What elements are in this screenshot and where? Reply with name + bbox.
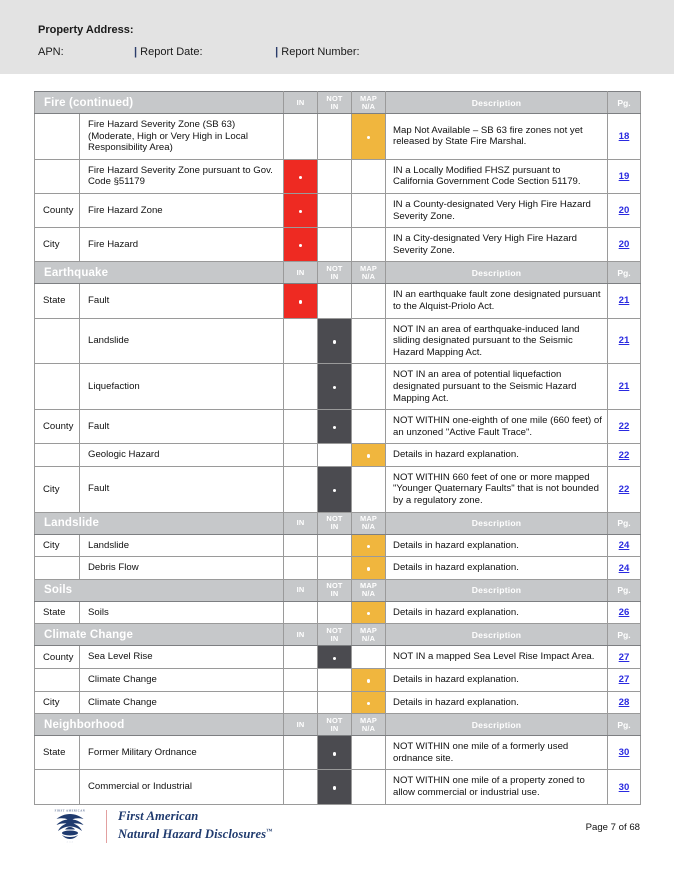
row-description: NOT WITHIN 660 feet of one or more mapped "Younger Quaternary Faults" that is not bounded by a regulatory zone. (386, 466, 608, 512)
row-page-cell (608, 159, 641, 193)
page-link[interactable]: 27 (618, 651, 630, 663)
not-in-marker-cell (318, 159, 352, 193)
table-row (35, 646, 641, 669)
page-link[interactable]: 19 (618, 170, 630, 182)
page-link[interactable]: 18 (618, 130, 630, 142)
row-agency: County (35, 193, 80, 227)
map-na-marker-cell (352, 364, 386, 410)
row-agency (35, 318, 80, 364)
row-page-cell (608, 318, 641, 364)
row-description: Map Not Available – SB 63 fire zones not yet released by State Fire Marshal. (386, 114, 608, 160)
not-in-marker-cell (318, 284, 352, 318)
not-in-marker-cell (318, 601, 352, 624)
brand-logo (40, 807, 273, 845)
row-hazard-name: Fault (80, 410, 284, 444)
svg-text:FIRST AMERICAN: FIRST AMERICAN (54, 809, 86, 813)
row-description: Details in hazard explanation. (386, 669, 608, 692)
column-header-map-na-line2: N/A (361, 101, 376, 111)
column-header-description: Description (386, 512, 608, 534)
page-link[interactable]: 21 (618, 335, 630, 347)
marker-dot (299, 176, 302, 179)
in-marker-cell (284, 114, 318, 160)
row-description: NOT IN a mapped Sea Level Rise Impact Area. (386, 646, 608, 669)
row-page-cell (608, 364, 641, 410)
marker-dot (333, 489, 336, 492)
map-na-marker-cell (352, 601, 386, 624)
column-header-description: Description (386, 92, 608, 114)
column-header-description: Description (386, 262, 608, 284)
not-in-marker-cell (318, 228, 352, 262)
not-in-marker-cell (318, 534, 352, 557)
row-page-cell (608, 410, 641, 444)
row-hazard-name: Landslide (80, 534, 284, 557)
in-marker-cell (284, 284, 318, 318)
row-description: NOT WITHIN one-eighth of one mile (660 feet) of an unzoned "Active Fault Trace". (386, 410, 608, 444)
in-marker-cell (284, 691, 318, 714)
row-hazard-name: Debris Flow (80, 557, 284, 580)
row-page-cell (608, 466, 641, 512)
in-marker-cell (284, 534, 318, 557)
table-row (35, 444, 641, 467)
column-header-not-in-line2: IN (330, 633, 339, 643)
column-header-in: IN (284, 579, 318, 601)
page-link[interactable]: 20 (618, 239, 630, 251)
not-in-marker-cell (318, 770, 352, 804)
column-header-not-in-line2: IN (330, 271, 339, 281)
row-page-cell (608, 444, 641, 467)
table-row (35, 601, 641, 624)
marker-dot (367, 612, 370, 615)
column-header-in: IN (284, 624, 318, 646)
not-in-marker-cell (318, 646, 352, 669)
marker-dot (333, 752, 336, 755)
column-header-not-in-line2: IN (330, 101, 339, 111)
section-title: Landslide (35, 512, 284, 534)
in-marker-cell (284, 364, 318, 410)
table-row (35, 114, 641, 160)
page-number: Page 7 of 68 (585, 822, 640, 833)
column-header-in: IN (284, 92, 318, 114)
row-description: NOT IN an area of potential liquefaction designated pursuant to the Seismic Hazard Mapping Act. (386, 364, 608, 410)
section-header-row (35, 262, 641, 284)
column-header-not-in (318, 714, 352, 736)
column-header-not-in-line1: NOT (326, 514, 343, 524)
in-marker-cell (284, 444, 318, 467)
column-header-map-na-line2: N/A (361, 633, 376, 643)
column-header-map-na (352, 624, 386, 646)
column-header-map-na (352, 714, 386, 736)
map-na-marker-cell (352, 444, 386, 467)
in-marker-cell (284, 770, 318, 804)
row-hazard-name: Fault (80, 466, 284, 512)
row-hazard-name: Fire Hazard Zone (80, 193, 284, 227)
row-description: Details in hazard explanation. (386, 601, 608, 624)
row-agency: State (35, 284, 80, 318)
document-footer (0, 803, 674, 853)
row-description: IN a City-designated Very High Fire Hazard Severity Zone. (386, 228, 608, 262)
row-agency (35, 770, 80, 804)
row-agency: State (35, 601, 80, 624)
marker-dot (367, 567, 370, 570)
row-page-cell (608, 193, 641, 227)
section-title: Fire (continued) (35, 92, 284, 114)
row-agency: State (35, 736, 80, 770)
page-link[interactable]: 22 (618, 421, 630, 433)
marker-dot (299, 244, 302, 247)
not-in-marker-cell (318, 557, 352, 580)
row-agency (35, 669, 80, 692)
row-hazard-name: Fault (80, 284, 284, 318)
section-header-row (35, 579, 641, 601)
table-row (35, 770, 641, 804)
marker-dot (333, 426, 336, 429)
row-hazard-name: Soils (80, 601, 284, 624)
marker-dot (367, 679, 370, 682)
column-header-map-na (352, 92, 386, 114)
map-na-marker-cell (352, 159, 386, 193)
column-header-not-in-line1: NOT (326, 93, 343, 103)
table-row (35, 669, 641, 692)
not-in-marker-cell (318, 318, 352, 364)
brand-name (118, 809, 273, 842)
column-header-map-na-line1: MAP (360, 263, 378, 273)
page-link[interactable]: 21 (618, 295, 630, 307)
column-header-map-na-line1: MAP (360, 93, 378, 103)
row-agency (35, 364, 80, 410)
row-hazard-name: Fire Hazard (80, 228, 284, 262)
column-header-not-in (318, 624, 352, 646)
trademark-symbol: ™ (266, 828, 273, 836)
in-marker-cell (284, 228, 318, 262)
row-hazard-name: Landslide (80, 318, 284, 364)
row-agency: City (35, 534, 80, 557)
eagle-icon (40, 807, 100, 845)
apn-report-line (38, 46, 674, 59)
column-header-not-in-line1: NOT (326, 715, 343, 725)
column-header-map-na-line1: MAP (360, 581, 378, 591)
row-page-cell (608, 601, 641, 624)
row-agency: County (35, 646, 80, 669)
column-header-page: Pg. (608, 512, 641, 534)
column-header-not-in (318, 512, 352, 534)
row-agency (35, 444, 80, 467)
in-marker-cell (284, 557, 318, 580)
separator-1: | (134, 46, 138, 58)
row-agency (35, 114, 80, 160)
row-hazard-name: Former Military Ordnance (80, 736, 284, 770)
page-link[interactable]: 30 (618, 781, 630, 793)
marker-dot (367, 454, 370, 457)
row-page-cell (608, 284, 641, 318)
section-title: Earthquake (35, 262, 284, 284)
apn-label: APN: (38, 46, 64, 58)
column-header-map-na (352, 262, 386, 284)
column-header-page: Pg. (608, 624, 641, 646)
map-na-marker-cell (352, 736, 386, 770)
in-marker-cell (284, 193, 318, 227)
property-address-line (38, 24, 674, 37)
row-page-cell (608, 534, 641, 557)
table-row (35, 284, 641, 318)
table-row (35, 736, 641, 770)
row-description: Details in hazard explanation. (386, 534, 608, 557)
document-header (0, 0, 674, 74)
marker-dot (333, 657, 336, 660)
row-description: IN a Locally Modified FHSZ pursuant to California Government Code Section 51179. (386, 159, 608, 193)
marker-dot (367, 545, 370, 548)
row-page-cell (608, 557, 641, 580)
row-hazard-name: Sea Level Rise (80, 646, 284, 669)
not-in-marker-cell (318, 193, 352, 227)
section-title: Soils (35, 579, 284, 601)
map-na-marker-cell (352, 669, 386, 692)
column-header-page: Pg. (608, 579, 641, 601)
page-link[interactable]: 24 (618, 539, 630, 551)
column-header-map-na-line1: MAP (360, 514, 378, 524)
map-na-marker-cell (352, 228, 386, 262)
row-agency (35, 557, 80, 580)
section-header-row (35, 92, 641, 114)
page-link[interactable]: 28 (618, 696, 630, 708)
row-description: NOT WITHIN one mile of a formerly used ordnance site. (386, 736, 608, 770)
column-header-map-na (352, 579, 386, 601)
column-header-not-in (318, 92, 352, 114)
row-hazard-name: Climate Change (80, 691, 284, 714)
column-header-map-na-line2: N/A (361, 271, 376, 281)
section-title: Neighborhood (35, 714, 284, 736)
marker-dot (299, 300, 302, 303)
row-description: NOT WITHIN one mile of a property zoned to allow commercial or industrial use. (386, 770, 608, 804)
marker-dot (333, 340, 336, 343)
logo-divider (106, 810, 107, 843)
row-agency: County (35, 410, 80, 444)
column-header-in: IN (284, 262, 318, 284)
not-in-marker-cell (318, 364, 352, 410)
map-na-marker-cell (352, 557, 386, 580)
in-marker-cell (284, 466, 318, 512)
row-page-cell (608, 669, 641, 692)
row-description: IN an earthquake fault zone designated pursuant to the Alquist-Priolo Act. (386, 284, 608, 318)
table-row (35, 534, 641, 557)
page-link[interactable]: 22 (618, 449, 630, 461)
marker-dot (333, 386, 336, 389)
brand-line-1: First American (118, 809, 199, 824)
row-hazard-name: Commercial or Industrial (80, 770, 284, 804)
map-na-marker-cell (352, 410, 386, 444)
row-page-cell (608, 770, 641, 804)
column-header-not-in-line1: NOT (326, 581, 343, 591)
section-header-row (35, 714, 641, 736)
in-marker-cell (284, 410, 318, 444)
table-row (35, 228, 641, 262)
page-link[interactable]: 24 (618, 562, 630, 574)
row-hazard-name: Fire Hazard Severity Zone pursuant to Gov. Code §51179 (80, 159, 284, 193)
marker-dot (367, 136, 370, 139)
marker-dot (333, 786, 336, 789)
map-na-marker-cell (352, 114, 386, 160)
column-header-not-in (318, 262, 352, 284)
page-link[interactable]: 21 (618, 381, 630, 393)
row-hazard-name: Fire Hazard Severity Zone (SB 63) (Moderate, High or Very High in Local Responsibility Area) (80, 114, 284, 160)
map-na-marker-cell (352, 318, 386, 364)
map-na-marker-cell (352, 193, 386, 227)
in-marker-cell (284, 646, 318, 669)
not-in-marker-cell (318, 114, 352, 160)
table-row (35, 466, 641, 512)
map-na-marker-cell (352, 770, 386, 804)
column-header-map-na-line2: N/A (361, 522, 376, 532)
map-na-marker-cell (352, 284, 386, 318)
row-page-cell (608, 114, 641, 160)
column-header-not-in-line2: IN (330, 522, 339, 532)
in-marker-cell (284, 318, 318, 364)
page-link[interactable]: 30 (618, 747, 630, 759)
not-in-marker-cell (318, 736, 352, 770)
column-header-page: Pg. (608, 262, 641, 284)
not-in-marker-cell (318, 669, 352, 692)
column-header-not-in-line1: NOT (326, 625, 343, 635)
row-page-cell (608, 736, 641, 770)
table-row (35, 318, 641, 364)
column-header-not-in-line2: IN (330, 589, 339, 599)
column-header-not-in (318, 579, 352, 601)
row-hazard-name: Liquefaction (80, 364, 284, 410)
row-agency: City (35, 228, 80, 262)
column-header-map-na (352, 512, 386, 534)
section-title: Climate Change (35, 624, 284, 646)
row-hazard-name: Climate Change (80, 669, 284, 692)
section-header-row (35, 512, 641, 534)
column-header-description: Description (386, 579, 608, 601)
row-description: Details in hazard explanation. (386, 691, 608, 714)
table-row (35, 410, 641, 444)
row-agency: City (35, 466, 80, 512)
page-link[interactable]: 27 (618, 674, 630, 686)
row-description: NOT IN an area of earthquake-induced land sliding designated pursuant to the Seismic Hazard Mapping Act. (386, 318, 608, 364)
marker-dot (367, 702, 370, 705)
svg-text:~ ~ ~: ~ ~ ~ (66, 842, 74, 844)
report-number-label: Report Number: (281, 46, 360, 58)
table-row (35, 364, 641, 410)
table-row (35, 691, 641, 714)
column-header-not-in-line1: NOT (326, 263, 343, 273)
row-agency (35, 159, 80, 193)
page-link[interactable]: 22 (618, 483, 630, 495)
row-description: IN a County-designated Very High Fire Hazard Severity Zone. (386, 193, 608, 227)
row-page-cell (608, 228, 641, 262)
in-marker-cell (284, 736, 318, 770)
column-header-description: Description (386, 714, 608, 736)
column-header-page: Pg. (608, 92, 641, 114)
brand-line-2-wrap (118, 824, 273, 842)
section-header-row (35, 624, 641, 646)
row-description: Details in hazard explanation. (386, 444, 608, 467)
not-in-marker-cell (318, 466, 352, 512)
table-row (35, 557, 641, 580)
column-header-map-na-line1: MAP (360, 625, 378, 635)
property-address-label: Property Address: (38, 24, 134, 36)
table-row (35, 193, 641, 227)
map-na-marker-cell (352, 646, 386, 669)
row-description: Details in hazard explanation. (386, 557, 608, 580)
page-link[interactable]: 20 (618, 205, 630, 217)
in-marker-cell (284, 601, 318, 624)
column-header-in: IN (284, 512, 318, 534)
column-header-in: IN (284, 714, 318, 736)
not-in-marker-cell (318, 691, 352, 714)
map-na-marker-cell (352, 466, 386, 512)
column-header-map-na-line1: MAP (360, 715, 378, 725)
report-date-label: Report Date: (140, 46, 203, 58)
page-link[interactable]: 26 (618, 607, 630, 619)
not-in-marker-cell (318, 444, 352, 467)
map-na-marker-cell (352, 691, 386, 714)
not-in-marker-cell (318, 410, 352, 444)
map-na-marker-cell (352, 534, 386, 557)
separator-2: | (275, 46, 279, 58)
row-agency: City (35, 691, 80, 714)
in-marker-cell (284, 669, 318, 692)
row-page-cell (608, 691, 641, 714)
hazard-summary-table (34, 91, 641, 805)
column-header-not-in-line2: IN (330, 723, 339, 733)
row-page-cell (608, 646, 641, 669)
marker-dot (299, 210, 302, 213)
in-marker-cell (284, 159, 318, 193)
column-header-page: Pg. (608, 714, 641, 736)
column-header-description: Description (386, 624, 608, 646)
column-header-map-na-line2: N/A (361, 723, 376, 733)
table-row (35, 159, 641, 193)
row-hazard-name: Geologic Hazard (80, 444, 284, 467)
column-header-map-na-line2: N/A (361, 589, 376, 599)
brand-line-2: Natural Hazard Disclosures (118, 827, 267, 842)
